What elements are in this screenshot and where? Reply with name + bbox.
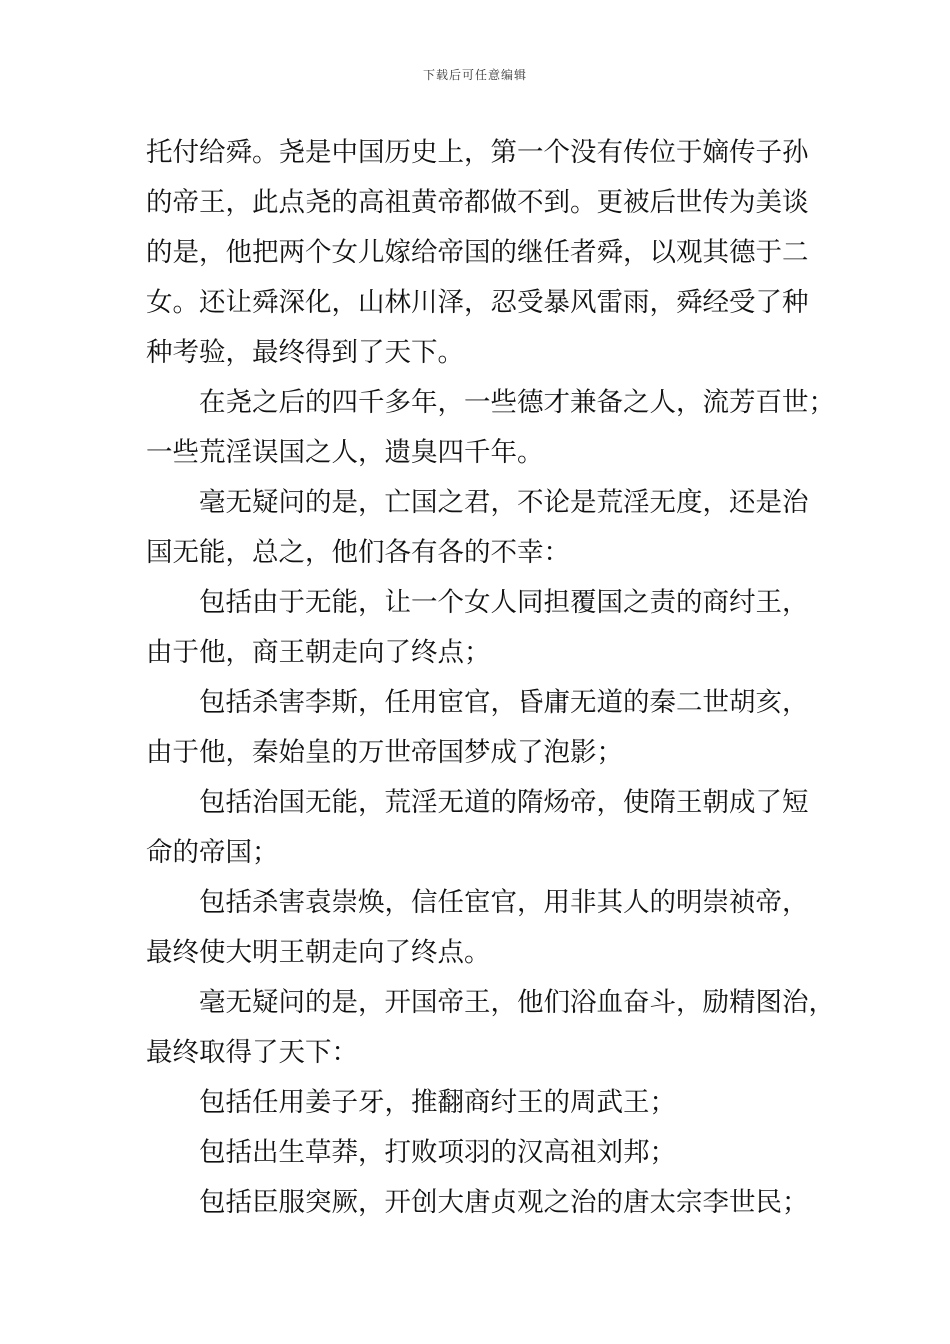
page-header: 下载后可任意编辑 [422, 68, 527, 82]
text-line: 国无能，总之，他们各有各的不幸： [146, 537, 570, 568]
text-line: 最终使大明王朝走向了终点。 [146, 937, 491, 968]
text-line: 由于他，秦始皇的万世帝国梦成了泡影； [146, 737, 623, 768]
text-line: 命的帝国； [146, 837, 279, 868]
text-line: 包括杀害李斯，任用宦官，昏庸无道的秦二世胡亥， [199, 687, 809, 718]
text-line: 包括任用姜子牙，推翻商纣王的周武王； [199, 1087, 676, 1118]
text-line: 毫无疑问的是，开国帝王，他们浴血奋斗，励精图治， [199, 987, 835, 1018]
text-line: 种考验，最终得到了天下。 [146, 337, 464, 368]
text-line: 包括治国无能，荒淫无道的隋炀帝，使隋王朝成了短 [199, 787, 809, 818]
text-line: 女。还让舜深化，山林川泽，忍受暴风雷雨，舜经受了种 [146, 287, 809, 318]
text-line: 在尧之后的四千多年，一些德才兼备之人，流芳百世； [199, 387, 835, 418]
text-line: 包括杀害袁崇焕，信任宦官，用非其人的明崇祯帝， [199, 887, 809, 918]
text-line: 包括出生草莽，打败项羽的汉高祖刘邦； [199, 1137, 676, 1168]
text-line: 的是，他把两个女儿嫁给帝国的继任者舜，以观其德于二 [146, 237, 809, 268]
text-line: 的帝王，此点尧的高祖黄帝都做不到。更被后世传为美谈 [146, 187, 809, 218]
text-line: 托付给舜。尧是中国历史上，第一个没有传位于嫡传子孙 [146, 137, 809, 168]
text-line: 包括由于无能，让一个女人同担覆国之责的商纣王， [199, 587, 809, 618]
text-line: 包括臣服突厥，开创大唐贞观之治的唐太宗李世民； [199, 1187, 809, 1218]
text-line: 由于他，商王朝走向了终点； [146, 637, 491, 668]
body-text [146, 128, 835, 1228]
text-line: 毫无疑问的是，亡国之君，不论是荒淫无度，还是治 [199, 487, 809, 518]
text-line: 一些荒淫误国之人，遗臭四千年。 [146, 437, 544, 468]
text-line: 最终取得了天下： [146, 1037, 358, 1068]
